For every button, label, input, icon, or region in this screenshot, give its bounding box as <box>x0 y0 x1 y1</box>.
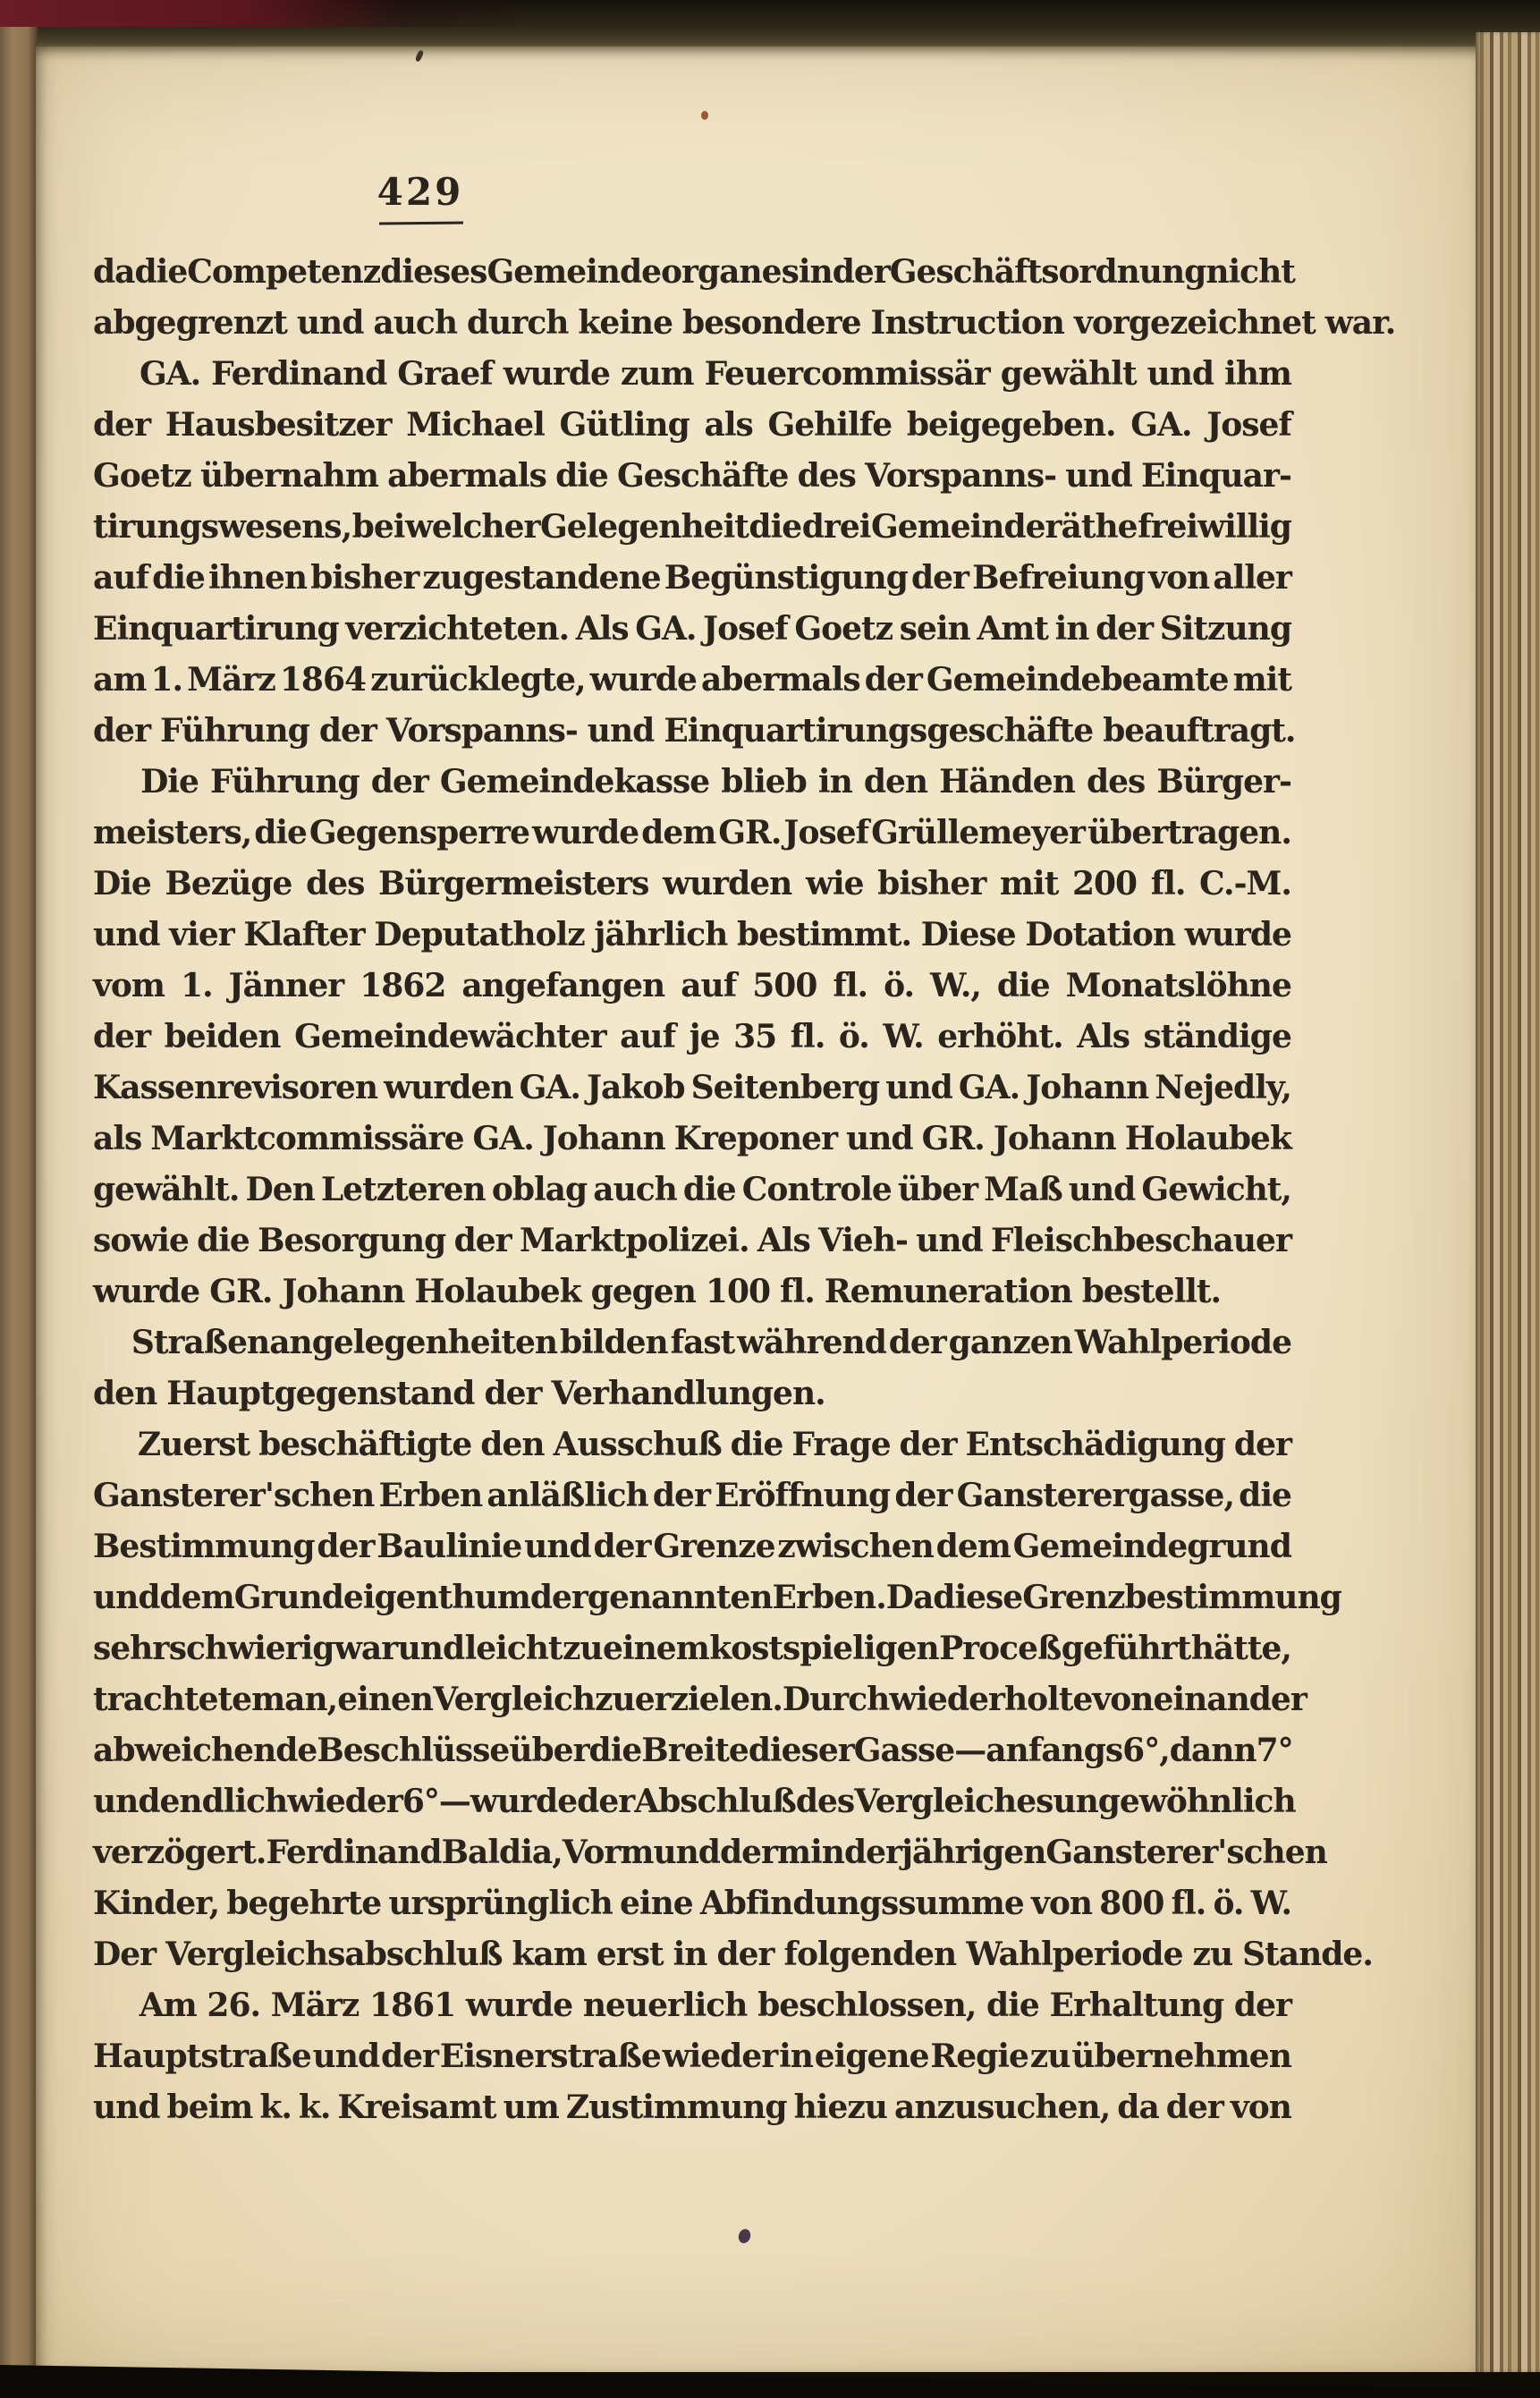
text-line: tirungswesens, bei welcher Gelegenheit die drei Gemeinderäthe freiwillig <box>93 508 1291 546</box>
text-line: wurde GR. Johann Holaubek gegen 100 fl. Remuneration bestellt. <box>93 1273 1222 1310</box>
text-line: als Marktcommissäre GA. Johann Kreponer und GR. Johann Holaubek <box>93 1120 1291 1157</box>
text-line: abweichende Beschlüsse über die Breite dieser Gasse — anfangs 6°, dann 7° <box>93 1732 1293 1769</box>
text-line: Kassenrevisoren wurden GA. Jakob Seitenberg und GA. Johann Nejedly, <box>93 1069 1291 1106</box>
text-line: der Führung der Vorspanns- und Einquartirungsgeschäfte beauftragt. <box>93 712 1296 750</box>
text-line: abgegrenzt und auch durch keine besondere Instruction vorgezeichnet war. <box>93 304 1396 342</box>
book-cover-edge <box>0 0 537 27</box>
text-line: vom 1. Jänner 1862 angefangen auf 500 fl. ö. W., die Monatslöhne <box>93 967 1291 1004</box>
text-line: auf die ihnen bisher zugestandene Begünstigung der Befreiung von aller <box>93 559 1291 597</box>
text-line: der beiden Gemeindewächter auf je 35 fl. ö. W. erhöht. Als ständige <box>93 1018 1291 1055</box>
page-fore-edge <box>1476 32 1540 2372</box>
text-line: und beim k. k. Kreisamt um Zustimmung hiezu anzusuchen, da der von <box>93 2089 1291 2126</box>
text-line: Am 26. März 1861 wurde neuerlich beschlossen, die Erhaltung der <box>139 1987 1291 2024</box>
text-line: Straßenangelegenheiten bilden fast während der ganzen Wahlperiode <box>131 1324 1291 1361</box>
text-line: und endlich wieder 6° — wurde der Abschluß des Vergleiches ungewöhnlich <box>93 1783 1296 1820</box>
text-line: verzögert. Ferdinand Baldia, Vormund der minderjährigen Gansterer'schen <box>93 1834 1327 1871</box>
text-line: meisters, die Gegensperre wurde dem GR. Josef Grüllemeyer übertragen. <box>93 814 1291 852</box>
text-line: da die Competenz dieses Gemeindeorganes in der Geschäftsordnung nicht <box>93 253 1295 291</box>
text-line: Bestimmung der Baulinie und der Grenze zwischen dem Gemeindegrund <box>93 1528 1291 1565</box>
text-line: Einquartirung verzichteten. Als GA. Josef Goetz sein Amt in der Sitzung <box>93 610 1291 648</box>
text-line: Kinder, begehrte ursprünglich eine Abfindungssumme von 800 fl. ö. W. <box>93 1885 1291 1922</box>
text-line: sehr schwierig war und leicht zu einem kostspieligen Proceß geführt hätte, <box>93 1630 1291 1667</box>
text-line: und vier Klafter Deputatholz jährlich bestimmt. Diese Dotation wurde <box>93 916 1291 953</box>
text-block <box>93 253 1396 2140</box>
text-line: und dem Grundeigenthum der genannten Erben. Da diese Grenzbestimmung <box>93 1579 1341 1616</box>
text-line: Gansterer'schen Erben anläßlich der Eröffnung der Gansterergasse, die <box>93 1477 1291 1514</box>
text-line: trachtete man, einen Vergleich zu erzielen. Durch wiederholte von einander <box>93 1681 1307 1718</box>
text-line: GA. Ferdinand Graef wurde zum Feuercommissär gewählt und ihm <box>139 355 1291 393</box>
text-line: gewählt. Den Letzteren oblag auch die Controle über Maß und Gewicht, <box>93 1171 1291 1208</box>
page-number: 429 <box>377 170 464 214</box>
ink-speck <box>701 111 708 120</box>
text-line: Die Führung der Gemeindekasse blieb in den Händen des Bürger- <box>140 763 1291 801</box>
book-left-edge <box>0 27 38 2398</box>
text-line: Der Vergleichsabschluß kam erst in der folgenden Wahlperiode zu Stande. <box>93 1936 1373 1973</box>
text-line: Zuerst beschäftigte den Ausschuß die Frage der Entschädigung der <box>137 1426 1291 1463</box>
text-line: Hauptstraße und der Eisnerstraße wieder in eigene Regie zu übernehmen <box>93 2038 1291 2075</box>
text-line: den Hauptgegenstand der Verhandlungen. <box>93 1375 825 1412</box>
text-line: Goetz übernahm abermals die Geschäfte des Vorspanns- und Einquar- <box>93 457 1291 495</box>
text-line: sowie die Besorgung der Marktpolizei. Als Vieh- und Fleischbeschauer <box>93 1222 1291 1259</box>
text-line: der Hausbesitzer Michael Gütling als Gehilfe beigegeben. GA. Josef <box>93 406 1291 444</box>
text-line: am 1. März 1864 zurücklegte, wurde abermals der Gemeindebeamte mit <box>93 661 1291 699</box>
text-line: Die Bezüge des Bürgermeisters wurden wie bisher mit 200 fl. C.-M. <box>93 865 1291 902</box>
